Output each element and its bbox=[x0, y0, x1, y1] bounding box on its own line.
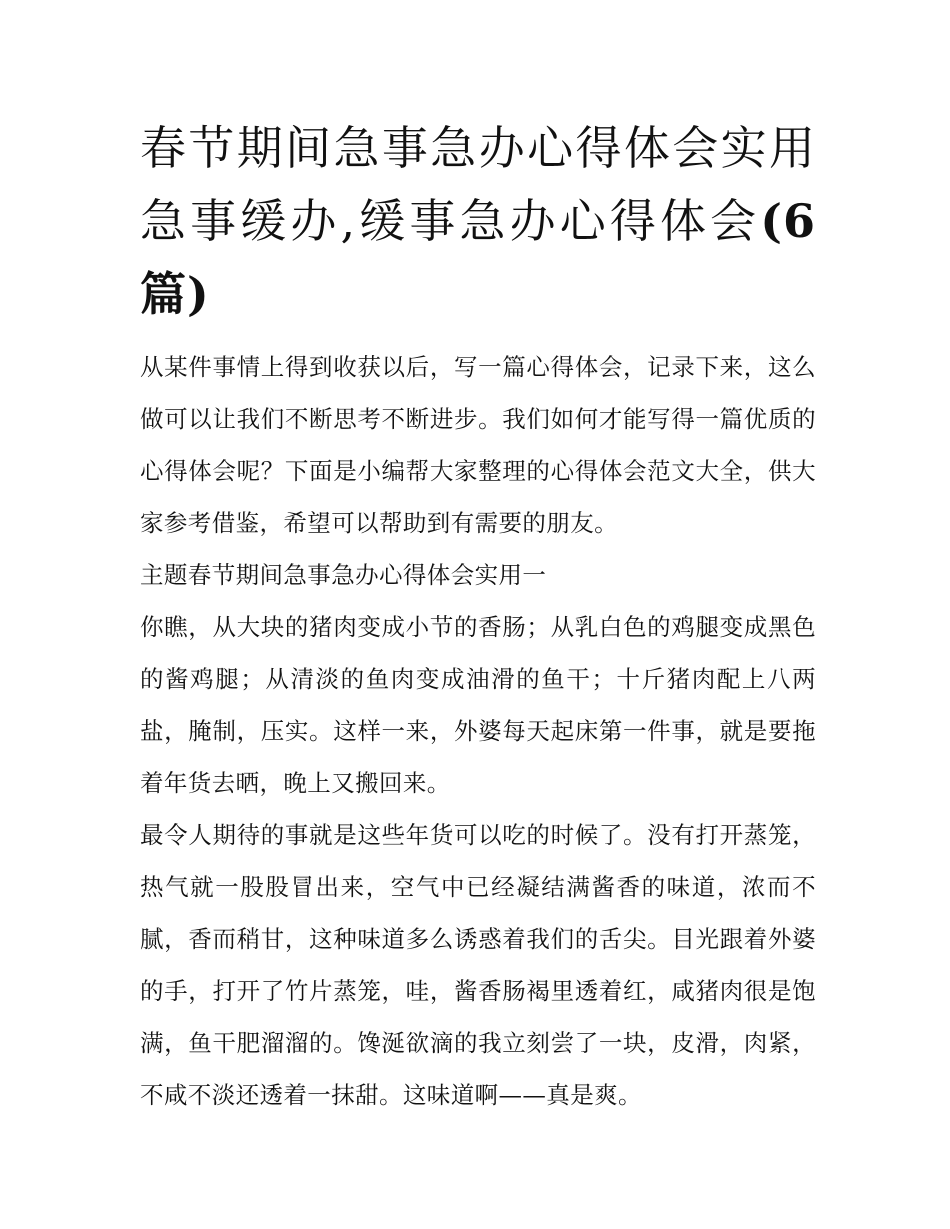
intro-paragraph: 从某件事情上得到收获以后，写一篇心得体会，记录下来，这么做可以让我们不断思考不断进步。我们如何才能写得一篇优质的心得体会呢？下面是小编帮大家整理的心得体会范文大全，供大家参考借鉴，希望可以帮助到有需要的朋友。 bbox=[140, 353, 816, 537]
section-heading: 主题春节期间急事急办心得体会实用一 bbox=[140, 561, 547, 589]
body-paragraph: 你瞧，从大块的猪肉变成小节的香肠；从乳白色的鸡腿变成黑色的酱鸡腿；从清淡的鱼肉变成油滑的鱼干；十斤猪肉配上八两盐，腌制，压实。这样一来，外婆每天起床第一件事，就是要拖着年货去晒，晚上又搬回来。 bbox=[140, 613, 816, 797]
document-body bbox=[140, 112, 816, 1121]
document-title bbox=[140, 112, 816, 331]
title-main-text: 春节期间急事急办心得体会实用 急事缓办,缓事急办心得体会 bbox=[140, 121, 816, 248]
body-paragraph: 最令人期待的事就是这些年货可以吃的时候了。没有打开蒸笼，热气就一股股冒出来，空气中已经凝结满酱香的味道，浓而不腻，香而稍甘，这种味道多么诱惑着我们的舌尖。目光跟着外婆的手，打开了竹片蒸笼，哇，酱香肠褐里透着红，咸猪肉很是饱满，鱼干肥溜溜的。馋涎欲滴的我立刻尝了一块，皮滑，肉紧，不咸不淡还透着一抹甜。这味道啊——真是爽。 bbox=[140, 821, 816, 1109]
title-count-text: (6篇) bbox=[140, 194, 816, 321]
